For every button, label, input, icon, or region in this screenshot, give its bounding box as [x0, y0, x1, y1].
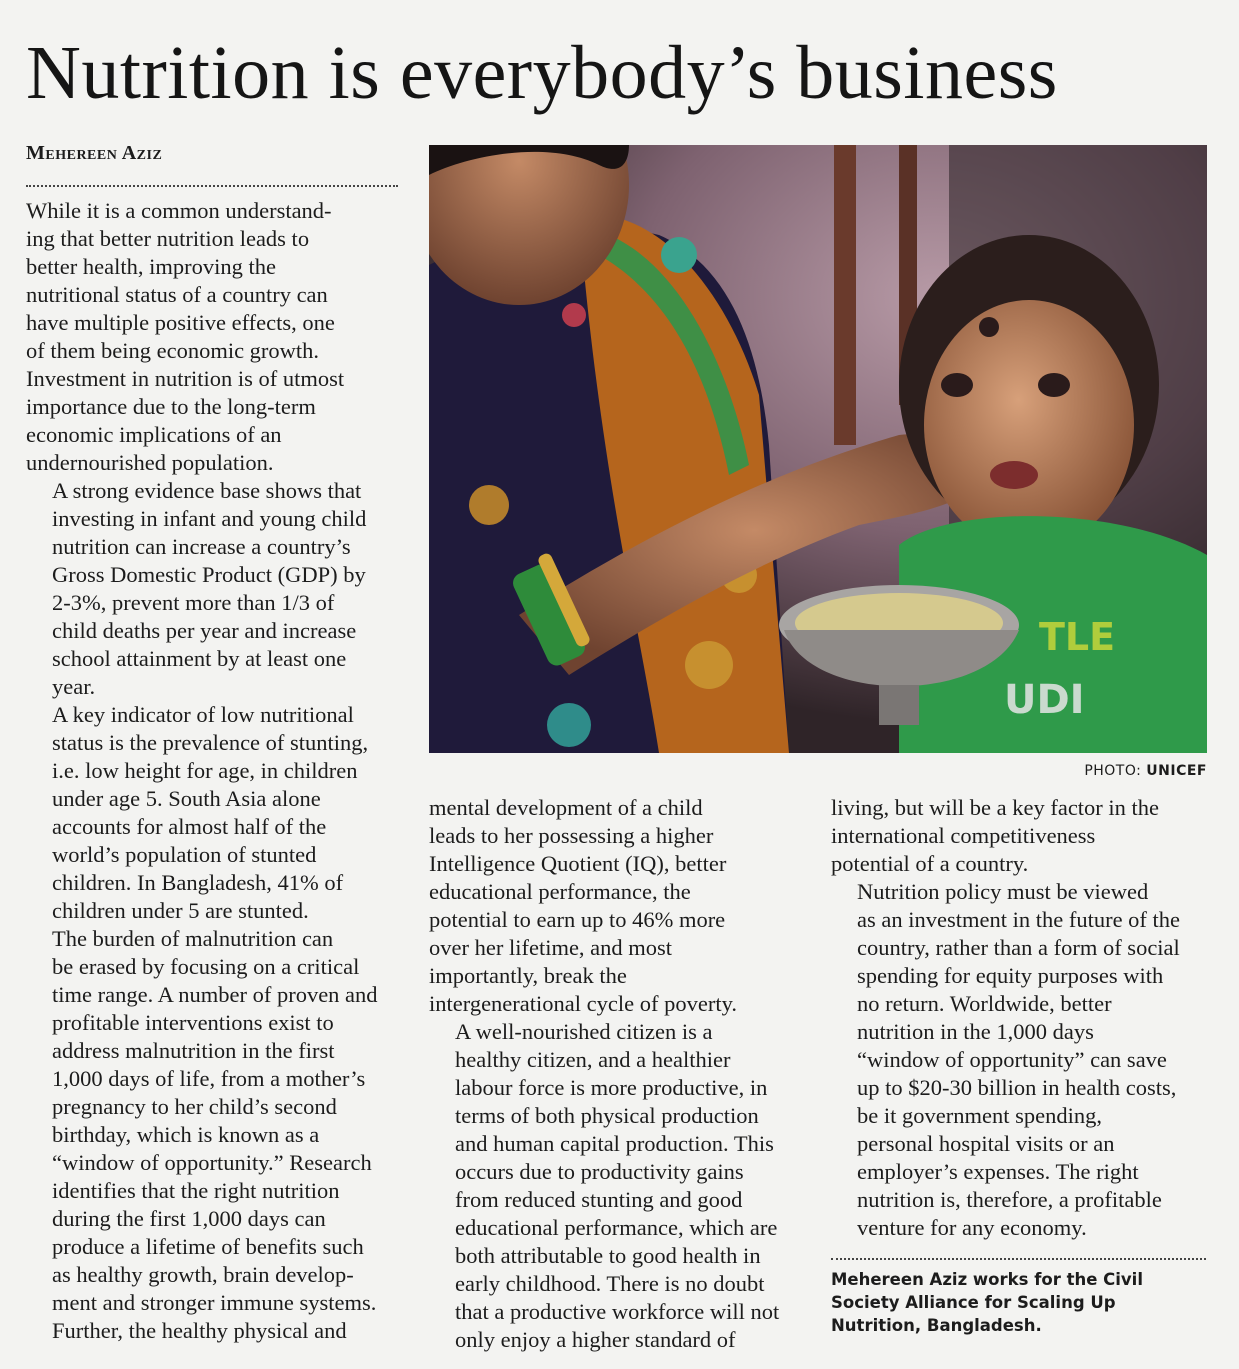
text-line: school attainment by at least one: [52, 646, 347, 671]
text-line: leads to her possessing a higher: [429, 823, 714, 848]
text-line: children. In Bangladesh, 41% of: [52, 870, 344, 895]
col1-paragraph-2: [26, 477, 406, 701]
text-line: economic implications of an: [26, 422, 282, 447]
column-2: [429, 794, 819, 1354]
shirt-print-1: TLE: [1039, 615, 1116, 659]
text-line: nutrition is, therefore, a profitable: [857, 1187, 1162, 1212]
text-line: ment and stronger immune systems.: [52, 1290, 377, 1315]
text-line: potential of a country.: [831, 851, 1029, 876]
text-line: The burden of malnutrition can: [52, 926, 334, 951]
text-line: status is the prevalence of stunting,: [52, 730, 369, 755]
text-line: potential to earn up to 46% more: [429, 907, 726, 932]
text-line: address malnutrition in the first: [52, 1038, 335, 1063]
text-line: up to $20-30 billion in health costs,: [857, 1075, 1177, 1100]
text-line: as an investment in the future of the: [857, 907, 1181, 932]
text-line: Further, the healthy physical and: [52, 1318, 347, 1343]
text-line: of them being economic growth.: [26, 338, 320, 363]
text-line: early childhood. There is no doubt: [455, 1271, 765, 1296]
text-line: 2-3%, prevent more than 1/3 of: [52, 590, 335, 615]
text-line: Society Alliance for Scaling Up: [831, 1293, 1116, 1312]
text-line: While it is a common understand-: [26, 198, 332, 223]
text-line: year.: [52, 674, 96, 699]
text-line: nutrition can increase a country’s: [52, 534, 351, 559]
byline: Mehereen Aziz: [26, 142, 163, 164]
photo-credit: [1084, 763, 1207, 779]
text-line: as healthy growth, brain develop-: [52, 1262, 354, 1287]
shirt-print-2: UDI: [1004, 677, 1085, 723]
text-line: international competitiveness: [831, 823, 1096, 848]
text-line: undernourished population.: [26, 450, 274, 475]
text-line: educational performance, the: [429, 879, 691, 904]
text-line: importantly, break the: [429, 963, 627, 988]
text-line: during the first 1,000 days can: [52, 1206, 326, 1231]
text-line: occurs due to productivity gains: [455, 1159, 744, 1184]
photo-credit-label: PHOTO:: [1084, 763, 1142, 779]
text-line: nutritional status of a country can: [26, 282, 328, 307]
text-line: Gross Domestic Product (GDP) by: [52, 562, 366, 587]
col1-paragraph-4: [26, 925, 406, 1345]
text-line: A strong evidence base shows that: [52, 478, 362, 503]
text-line: world’s population of stunted: [52, 842, 317, 867]
text-line: Investment in nutrition is of utmost: [26, 366, 345, 391]
text-line: produce a lifetime of benefits such: [52, 1234, 364, 1259]
text-line: and human capital production. This: [455, 1131, 774, 1156]
text-line: mental development of a child: [429, 795, 703, 820]
text-line: time range. A number of proven and: [52, 982, 378, 1007]
text-line: from reduced stunting and good: [455, 1187, 743, 1212]
text-line: personal hospital visits or an: [857, 1131, 1115, 1156]
text-line: accounts for almost half of the: [52, 814, 327, 839]
text-line: investing in infant and young child: [52, 506, 367, 531]
headline: Nutrition is everybody’s business: [26, 31, 1058, 115]
text-line: have multiple positive effects, one: [26, 310, 335, 335]
text-line: no return. Worldwide, better: [857, 991, 1112, 1016]
col2-paragraph-2: [429, 1018, 819, 1354]
text-line: be it government spending,: [857, 1103, 1102, 1128]
col1-paragraph-3: [26, 701, 406, 925]
text-line: nutrition in the 1,000 days: [857, 1019, 1094, 1044]
column-3: [831, 794, 1216, 1242]
col3-paragraph-1: [831, 794, 1216, 878]
text-line: over her lifetime, and most: [429, 935, 673, 960]
col1-paragraph-1: [26, 197, 406, 477]
text-line: under age 5. South Asia alone: [52, 786, 321, 811]
text-line: country, rather than a form of social: [857, 935, 1180, 960]
text-line: 1,000 days of life, from a mother’s: [52, 1066, 366, 1091]
text-line: both attributable to good health in: [455, 1243, 761, 1268]
text-line: labour force is more productive, in: [455, 1075, 768, 1100]
text-line: Nutrition policy must be viewed: [857, 879, 1149, 904]
text-line: terms of both physical production: [455, 1103, 759, 1128]
text-line: A well-nourished citizen is a: [455, 1019, 713, 1044]
author-bio: [831, 1268, 1211, 1337]
photo-credit-source: UNICEF: [1146, 763, 1207, 779]
text-line: pregnancy to her child’s second: [52, 1094, 337, 1119]
column-1: [26, 197, 406, 1345]
text-line: living, but will be a key factor in the: [831, 795, 1160, 820]
text-line: “window of opportunity.” Research: [52, 1150, 372, 1175]
text-line: identifies that the right nutrition: [52, 1178, 340, 1203]
text-line: Mehereen Aziz works for the Civil: [831, 1270, 1143, 1289]
text-line: venture for any economy.: [857, 1215, 1087, 1240]
text-line: birthday, which is known as a: [52, 1122, 320, 1147]
text-line: i.e. low height for age, in children: [52, 758, 358, 783]
text-line: better health, improving the: [26, 254, 276, 279]
bio-divider: [831, 1258, 1206, 1260]
text-line: intergenerational cycle of poverty.: [429, 991, 737, 1016]
byline-divider: [26, 185, 398, 187]
col3-paragraph-2: [831, 878, 1216, 1242]
text-line: child deaths per year and increase: [52, 618, 357, 643]
text-line: only enjoy a higher standard of: [455, 1327, 736, 1352]
text-line: educational performance, which are: [455, 1215, 778, 1240]
text-line: spending for equity purposes with: [857, 963, 1164, 988]
text-line: “window of opportunity” can save: [857, 1047, 1167, 1072]
text-line: profitable interventions exist to: [52, 1010, 334, 1035]
text-line: children under 5 are stunted.: [52, 898, 309, 923]
text-line: importance due to the long-term: [26, 394, 316, 419]
text-line: Nutrition, Bangladesh.: [831, 1316, 1042, 1335]
text-line: be erased by focusing on a critical: [52, 954, 360, 979]
text-line: healthy citizen, and a healthier: [455, 1047, 731, 1072]
article-photo: [429, 145, 1207, 753]
text-line: employer’s expenses. The right: [857, 1159, 1139, 1184]
text-line: A key indicator of low nutritional: [52, 702, 354, 727]
col2-paragraph-1: [429, 794, 819, 1018]
text-line: that a productive workforce will not: [455, 1299, 780, 1324]
text-line: ing that better nutrition leads to: [26, 226, 310, 251]
text-line: Intelligence Quotient (IQ), better: [429, 851, 727, 876]
